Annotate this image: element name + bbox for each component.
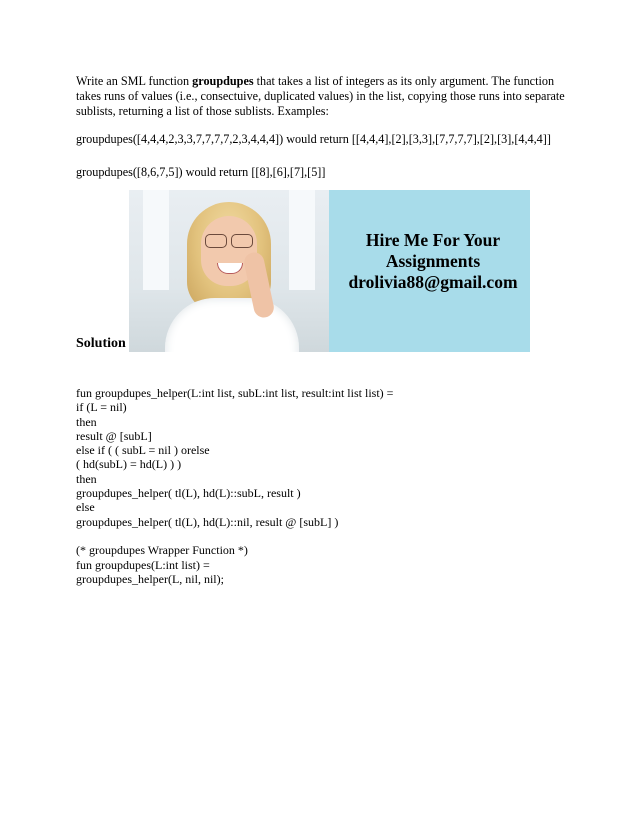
banner-email: drolivia88@gmail.com	[348, 272, 518, 292]
code-line: groupdupes_helper(L, nil, nil);	[76, 571, 224, 586]
code-line: fun groupdupes(L:int list) =	[76, 557, 210, 572]
code-line: groupdupes_helper( tl(L), hd(L)::subL, result )	[76, 486, 301, 501]
banner-line-2: Assignments	[385, 251, 481, 271]
code-line: else if ( ( subL = nil ) orelse	[76, 443, 210, 458]
code-line: fun groupdupes_helper(L:int list, subL:int list, result:int list list) =	[76, 386, 394, 400]
code-line: if (L = nil)	[76, 400, 127, 415]
code-line: result @ [subL]	[76, 428, 152, 443]
example-1: groupdupes([4,4,4,2,3,3,7,7,7,7,2,3,4,4,4]) would return [[4,4,4],[2],[3,3],[7,7,7,7],[2],[3],[4,4,4]]	[76, 132, 551, 146]
example-2: groupdupes([8,6,7,5]) would return [[8],[6],[7],[5]]	[76, 165, 326, 179]
woman-photo	[129, 190, 329, 352]
glasses-icon	[203, 234, 257, 248]
problem-statement	[76, 74, 576, 180]
code-line: then	[76, 414, 97, 429]
solution-code	[76, 386, 576, 586]
banner-text	[343, 230, 523, 293]
solution-heading: Solution	[76, 336, 126, 351]
code-line: groupdupes_helper( tl(L), hd(L)::nil, result @ [subL] )	[76, 514, 339, 529]
banner-row	[76, 190, 536, 352]
intro-paragraph	[76, 74, 576, 119]
code-line: ( hd(subL) = hd(L) ) )	[76, 457, 182, 472]
code-comment: (* groupdupes Wrapper Function *)	[76, 543, 248, 558]
code-line: else	[76, 500, 95, 515]
hire-me-banner	[129, 190, 530, 352]
code-line: then	[76, 471, 97, 486]
intro-text-end: that takes a list of integers as its only argument. The function takes runs of values (i.e., consectuive, duplicated values) in the list, copying those runs into separate sublists, returning a list of those sublists. Examples:	[76, 74, 565, 118]
intro-text-start: Write an SML function	[76, 74, 193, 88]
function-name: groupdupes	[192, 74, 254, 88]
banner-line-1: Hire Me For Your	[365, 230, 501, 250]
